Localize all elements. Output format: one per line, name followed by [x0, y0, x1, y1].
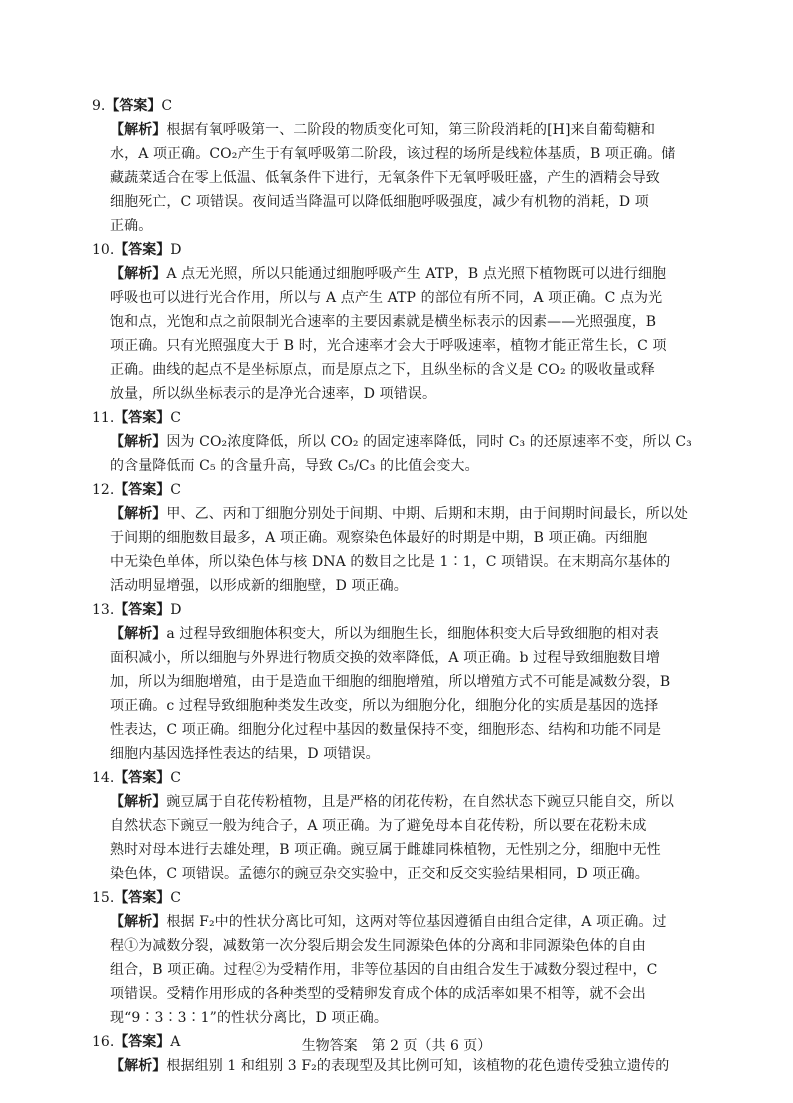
question-number: 10. [92, 242, 115, 258]
explanation-tag: 【解析】 [110, 1058, 167, 1074]
answer-content [92, 94, 712, 1078]
explanation-line [110, 814, 712, 838]
explanation-text: 程①为减数分裂，减数第一次分裂后期会发生同源染色体的分离和非同源染色体的自由 [110, 938, 646, 954]
explanation-text: 细胞内基因选择性表达的结果，D 项错误。 [110, 746, 380, 762]
answer-value: D [170, 602, 182, 618]
answer-line [92, 238, 712, 262]
answer-line [92, 886, 712, 910]
question-number: 15. [92, 890, 115, 906]
explanation-text: 熟时对母本进行去雄处理，B 项正确。豌豆属于雌雄同株植物，无性别之分，细胞中无性 [110, 842, 661, 858]
explanation-line [110, 718, 712, 742]
explanation-text: 甲、乙、丙和丁细胞分别处于间期、中期、后期和末期，由于间期时间最长，所以处 [166, 506, 689, 522]
explanation-text: 正确。曲线的起点不是坐标原点，而是原点之下，且纵坐标的含义是 CO₂ 的吸收量或释 [110, 362, 655, 378]
explanation-line [110, 1054, 712, 1078]
explanation-line [110, 286, 712, 310]
explanation-line [110, 382, 712, 406]
explanation-text: 活动明显增强，以形成新的细胞壁，D 项正确。 [110, 578, 408, 594]
question-number: 9. [92, 98, 106, 114]
answer-line [92, 478, 712, 502]
explanation-text: 根据组别 1 和组别 3 F₂的表现型及其比例可知，该植物的花色遗传受独立遗传的 [166, 1058, 670, 1074]
question-block [92, 94, 712, 238]
explanation-line [110, 550, 712, 574]
question-number: 12. [92, 482, 115, 498]
answer-tag: 【答案】 [114, 890, 171, 906]
explanation-text: 自然状态下豌豆一般为纯合子，A 项正确。为了避免母本自花传粉，所以要在花粉未成 [110, 818, 647, 834]
explanation-text: A 点无光照，所以只能通过细胞呼吸产生 ATP，B 点光照下植物既可以进行细胞 [166, 266, 667, 282]
explanation-text: 性表达，C 项正确。细胞分化过程中基因的数量保持不变，细胞形态、结构和功能不同是 [110, 722, 662, 738]
explanation-text: 水，A 项正确。CO₂产生于有氧呼吸第二阶段，该过程的场所是线粒体基质，B 项正确。储 [110, 146, 676, 162]
explanation-text: 现“9∶3∶3∶1”的性状分离比，D 项正确。 [110, 1010, 388, 1026]
explanation-text: 藏蔬菜适合在零上低温、低氧条件下进行，无氧条件下无氧呼吸旺盛，产生的酒精会导致 [110, 170, 660, 186]
answer-value: C [170, 770, 181, 786]
explanation-text: 因为 CO₂浓度降低，所以 CO₂ 的固定速率降低，同时 C₃ 的还原速率不变，所以 C₃ [166, 434, 692, 450]
question-block [92, 886, 712, 1030]
explanation-line [110, 790, 712, 814]
explanation-text: 加，所以为细胞增殖，由于是造血干细胞的细胞增殖，所以增殖方式不可能是减数分裂，B [110, 674, 671, 690]
explanation [92, 790, 712, 886]
explanation-text: 呼吸也可以进行光合作用，所以与 A 点产生 ATP 的部位有所不同，A 项正确。C 点为光 [110, 290, 663, 306]
question-block [92, 598, 712, 766]
question-block [92, 238, 712, 406]
explanation-line [110, 454, 712, 478]
explanation [92, 1054, 712, 1078]
explanation-tag: 【解析】 [110, 626, 167, 642]
explanation-line [110, 166, 712, 190]
answer-line [92, 598, 712, 622]
answer-tag: 【答案】 [114, 482, 171, 498]
explanation-text: a 过程导致细胞体积变大，所以为细胞生长，细胞体积变大后导致细胞的相对表 [166, 626, 659, 642]
explanation [92, 430, 712, 478]
explanation-text: 饱和点，光饱和点之前限制光合速率的主要因素就是横坐标表示的因素——光照强度，B [110, 314, 657, 330]
explanation-line [110, 214, 712, 238]
answer-value: C [170, 482, 181, 498]
explanation-line [110, 694, 712, 718]
explanation [92, 910, 712, 1030]
explanation-text: 豌豆属于自花传粉植物，且是严格的闭花传粉，在自然状态下豌豆只能自交，所以 [166, 794, 675, 810]
explanation [92, 502, 712, 598]
answer-value: C [170, 410, 181, 426]
explanation-tag: 【解析】 [110, 122, 167, 138]
answer-line [92, 406, 712, 430]
page-footer: 生物答案 第 2 页（共 6 页） [301, 1038, 492, 1054]
explanation-line [110, 430, 712, 454]
explanation-line [110, 310, 712, 334]
answer-line [92, 94, 712, 118]
question-block [92, 766, 712, 886]
explanation-line [110, 934, 712, 958]
answer-tag: 【答案】 [114, 242, 171, 258]
explanation-line [110, 958, 712, 982]
explanation-tag: 【解析】 [110, 434, 167, 450]
explanation-line [110, 262, 712, 286]
explanation-line [110, 334, 712, 358]
explanation-line [110, 142, 712, 166]
explanation-text: 正确。 [110, 218, 153, 234]
answer-line [92, 766, 712, 790]
explanation-line [110, 862, 712, 886]
explanation-line [110, 982, 712, 1006]
question-number: 14. [92, 770, 115, 786]
explanation-line [110, 622, 712, 646]
explanation-line [110, 190, 712, 214]
explanation-text: 染色体，C 项错误。孟德尔的豌豆杂交实验中，正交和反交实验结果相同，D 项正确。 [110, 866, 649, 882]
explanation-text: 放量，所以纵坐标表示的是净光合速率，D 项错误。 [110, 386, 437, 402]
explanation-text: 的含量降低而 C₅ 的含量升高，导致 C₅/C₃ 的比值会变大。 [110, 458, 479, 474]
explanation-text: 项正确。只有光照强度大于 B 时，光合速率才会大于呼吸速率，植物才能正常生长，C 项 [110, 338, 667, 354]
answer-tag: 【答案】 [114, 770, 171, 786]
explanation-line [110, 502, 712, 526]
explanation-tag: 【解析】 [110, 914, 167, 930]
answer-tag: 【答案】 [105, 98, 162, 114]
explanation-text: 中无染色单体，所以染色体与核 DNA 的数目之比是 1∶1，C 项错误。在末期高尔基体的 [110, 554, 671, 570]
answer-value: D [170, 242, 182, 258]
explanation-line [110, 1006, 712, 1030]
explanation-text: 根据有氧呼吸第一、二阶段的物质变化可知，第三阶段消耗的[H]来自葡萄糖和 [166, 122, 656, 138]
question-number: 13. [92, 602, 115, 618]
answer-tag: 【答案】 [114, 602, 171, 618]
explanation-tag: 【解析】 [110, 794, 167, 810]
answer-value: C [170, 890, 181, 906]
question-number: 11. [92, 410, 115, 426]
explanation-text: 项错误。受精作用形成的各种类型的受精卵发育成个体的成活率如果不相等，就不会出 [110, 986, 646, 1002]
explanation-text: 于间期的细胞数目最多，A 项正确。观察染色体最好的时期是中期，B 项正确。丙细胞 [110, 530, 648, 546]
question-number: 16. [92, 1034, 115, 1050]
explanation [92, 118, 712, 238]
explanation-line [110, 574, 712, 598]
explanation-line [110, 910, 712, 934]
explanation-tag: 【解析】 [110, 506, 167, 522]
answer-value: A [170, 1034, 181, 1050]
answer-tag: 【答案】 [114, 1034, 171, 1050]
explanation [92, 262, 712, 406]
answer-tag: 【答案】 [114, 410, 171, 426]
explanation-line [110, 670, 712, 694]
explanation-line [110, 742, 712, 766]
question-block [92, 478, 712, 598]
question-block [92, 406, 712, 478]
explanation-line [110, 526, 712, 550]
explanation-text: 根据 F₂中的性状分离比可知，这两对等位基因遵循自由组合定律，A 项正确。过 [166, 914, 667, 930]
explanation [92, 622, 712, 766]
explanation-line [110, 838, 712, 862]
answer-value: C [161, 98, 173, 114]
explanation-tag: 【解析】 [110, 266, 167, 282]
explanation-text: 组合，B 项正确。过程②为受精作用，非等位基因的自由组合发生于减数分裂过程中，C [110, 962, 658, 978]
explanation-line [110, 118, 712, 142]
explanation-line [110, 358, 712, 382]
explanation-line [110, 646, 712, 670]
explanation-text: 细胞死亡，C 项错误。夜间适当降温可以降低细胞呼吸强度，减少有机物的消耗，D 项 [110, 194, 649, 210]
explanation-text: 面积减小，所以细胞与外界进行物质交换的效率降低，A 项正确。b 过程导致细胞数目增 [110, 650, 661, 666]
explanation-text: 项正确。c 过程导致细胞种类发生改变，所以为细胞分化，细胞分化的实质是基因的选择 [110, 698, 659, 714]
